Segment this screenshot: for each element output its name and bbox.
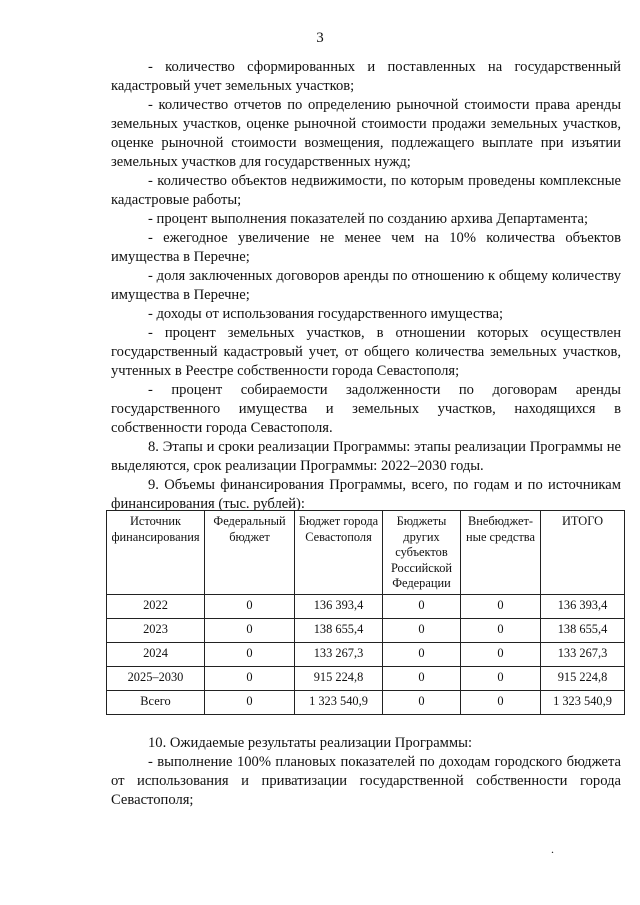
- table-header-cell: Бюджеты других субъектов Российской Федерации: [383, 511, 461, 595]
- table-cell: 0: [461, 618, 541, 642]
- table-cell: 136 393,4: [541, 594, 625, 618]
- paragraph: - доходы от использования государственного имущества;: [148, 306, 504, 322]
- table-cell: 915 224,8: [541, 666, 625, 690]
- table-cell: 0: [461, 690, 541, 714]
- table-header-row: [107, 511, 625, 595]
- table-cell: 0: [383, 690, 461, 714]
- body-text: [111, 58, 621, 514]
- table-cell: 2025–2030: [107, 666, 205, 690]
- table-cell: 2023: [107, 618, 205, 642]
- table-cell: 0: [205, 618, 295, 642]
- paragraph: - процент земельных участков, в отношении которых осуществлен государственный кадастровый учет, от общего количества земельных участков, учтенных в Реестре собственности города Севастополя;: [111, 325, 621, 379]
- footer-mark: .: [551, 842, 554, 856]
- table-cell: 0: [383, 594, 461, 618]
- table-total-row: [107, 690, 625, 714]
- table-cell: 2024: [107, 642, 205, 666]
- table-cell: 0: [383, 642, 461, 666]
- paragraph: 8. Этапы и сроки реализации Программы: этапы реализации Программы не выделяются, срок реализации Программы: 2022–2030 годы.: [111, 439, 621, 474]
- table-header-cell: Внебюджет-ные средства: [461, 511, 541, 595]
- paragraph: - количество сформированных и поставленных на государственный кадастровый учет земельных участков;: [111, 59, 621, 94]
- table-cell: 0: [461, 594, 541, 618]
- paragraph: 10. Ожидаемые результаты реализации Программы:: [148, 735, 472, 751]
- results-text: [111, 734, 621, 810]
- paragraph: - количество отчетов по определению рыночной стоимости права аренды земельных участков, оценке рыночной стоимости продажи земельных участков, оценке рыночной стоимости возмещения, подлежащего выплате при изъятии земельных участков для государственных нужд;: [111, 97, 621, 170]
- table-cell: 1 323 540,9: [541, 690, 625, 714]
- table-cell: 0: [383, 666, 461, 690]
- paragraph: 9. Объемы финансирования Программы, всего, по годам и по источникам финансирования (тыс. рублей):: [111, 477, 621, 512]
- table-cell: 0: [461, 666, 541, 690]
- table-cell: 0: [205, 642, 295, 666]
- table-cell: Всего: [107, 690, 205, 714]
- table-cell: 0: [205, 594, 295, 618]
- table-cell: 2022: [107, 594, 205, 618]
- table-row: [107, 666, 625, 690]
- table-cell: 1 323 540,9: [295, 690, 383, 714]
- table-cell: 133 267,3: [541, 642, 625, 666]
- paragraph: - выполнение 100% плановых показателей по доходам городского бюджета от использования и приватизации государственной собственности города Севастополя;: [111, 754, 621, 808]
- table-row: [107, 594, 625, 618]
- table-header-cell: Бюджет города Севастополя: [295, 511, 383, 595]
- table-header-cell: ИТОГО: [541, 511, 625, 595]
- table-header-cell: Федеральный бюджет: [205, 511, 295, 595]
- table-cell: 136 393,4: [295, 594, 383, 618]
- page-number: 3: [316, 30, 324, 46]
- table-cell: 133 267,3: [295, 642, 383, 666]
- table-cell: 138 655,4: [541, 618, 625, 642]
- table-cell: 0: [205, 666, 295, 690]
- paragraph: - процент собираемости задолженности по договорам аренды государственного имущества и земельных участков, находящихся в собственности города Севастополя.: [111, 382, 621, 436]
- table-cell: 0: [461, 642, 541, 666]
- table-row: [107, 618, 625, 642]
- paragraph: - ежегодное увеличение не менее чем на 10% количества объектов имущества в Перечне;: [111, 230, 621, 265]
- table-cell: 0: [383, 618, 461, 642]
- financing-table-wrapper: [106, 510, 624, 715]
- table-cell: 915 224,8: [295, 666, 383, 690]
- table-header-cell: Источник финансирования: [107, 511, 205, 595]
- table-cell: 0: [205, 690, 295, 714]
- paragraph: - доля заключенных договоров аренды по отношению к общему количеству имущества в Перечне;: [111, 268, 621, 303]
- table-row: [107, 642, 625, 666]
- paragraph: - количество объектов недвижимости, по которым проведены комплексные кадастровые работы;: [111, 173, 621, 208]
- table-cell: 138 655,4: [295, 618, 383, 642]
- paragraph: - процент выполнения показателей по созданию архива Департамента;: [148, 211, 589, 227]
- financing-table: [106, 510, 625, 715]
